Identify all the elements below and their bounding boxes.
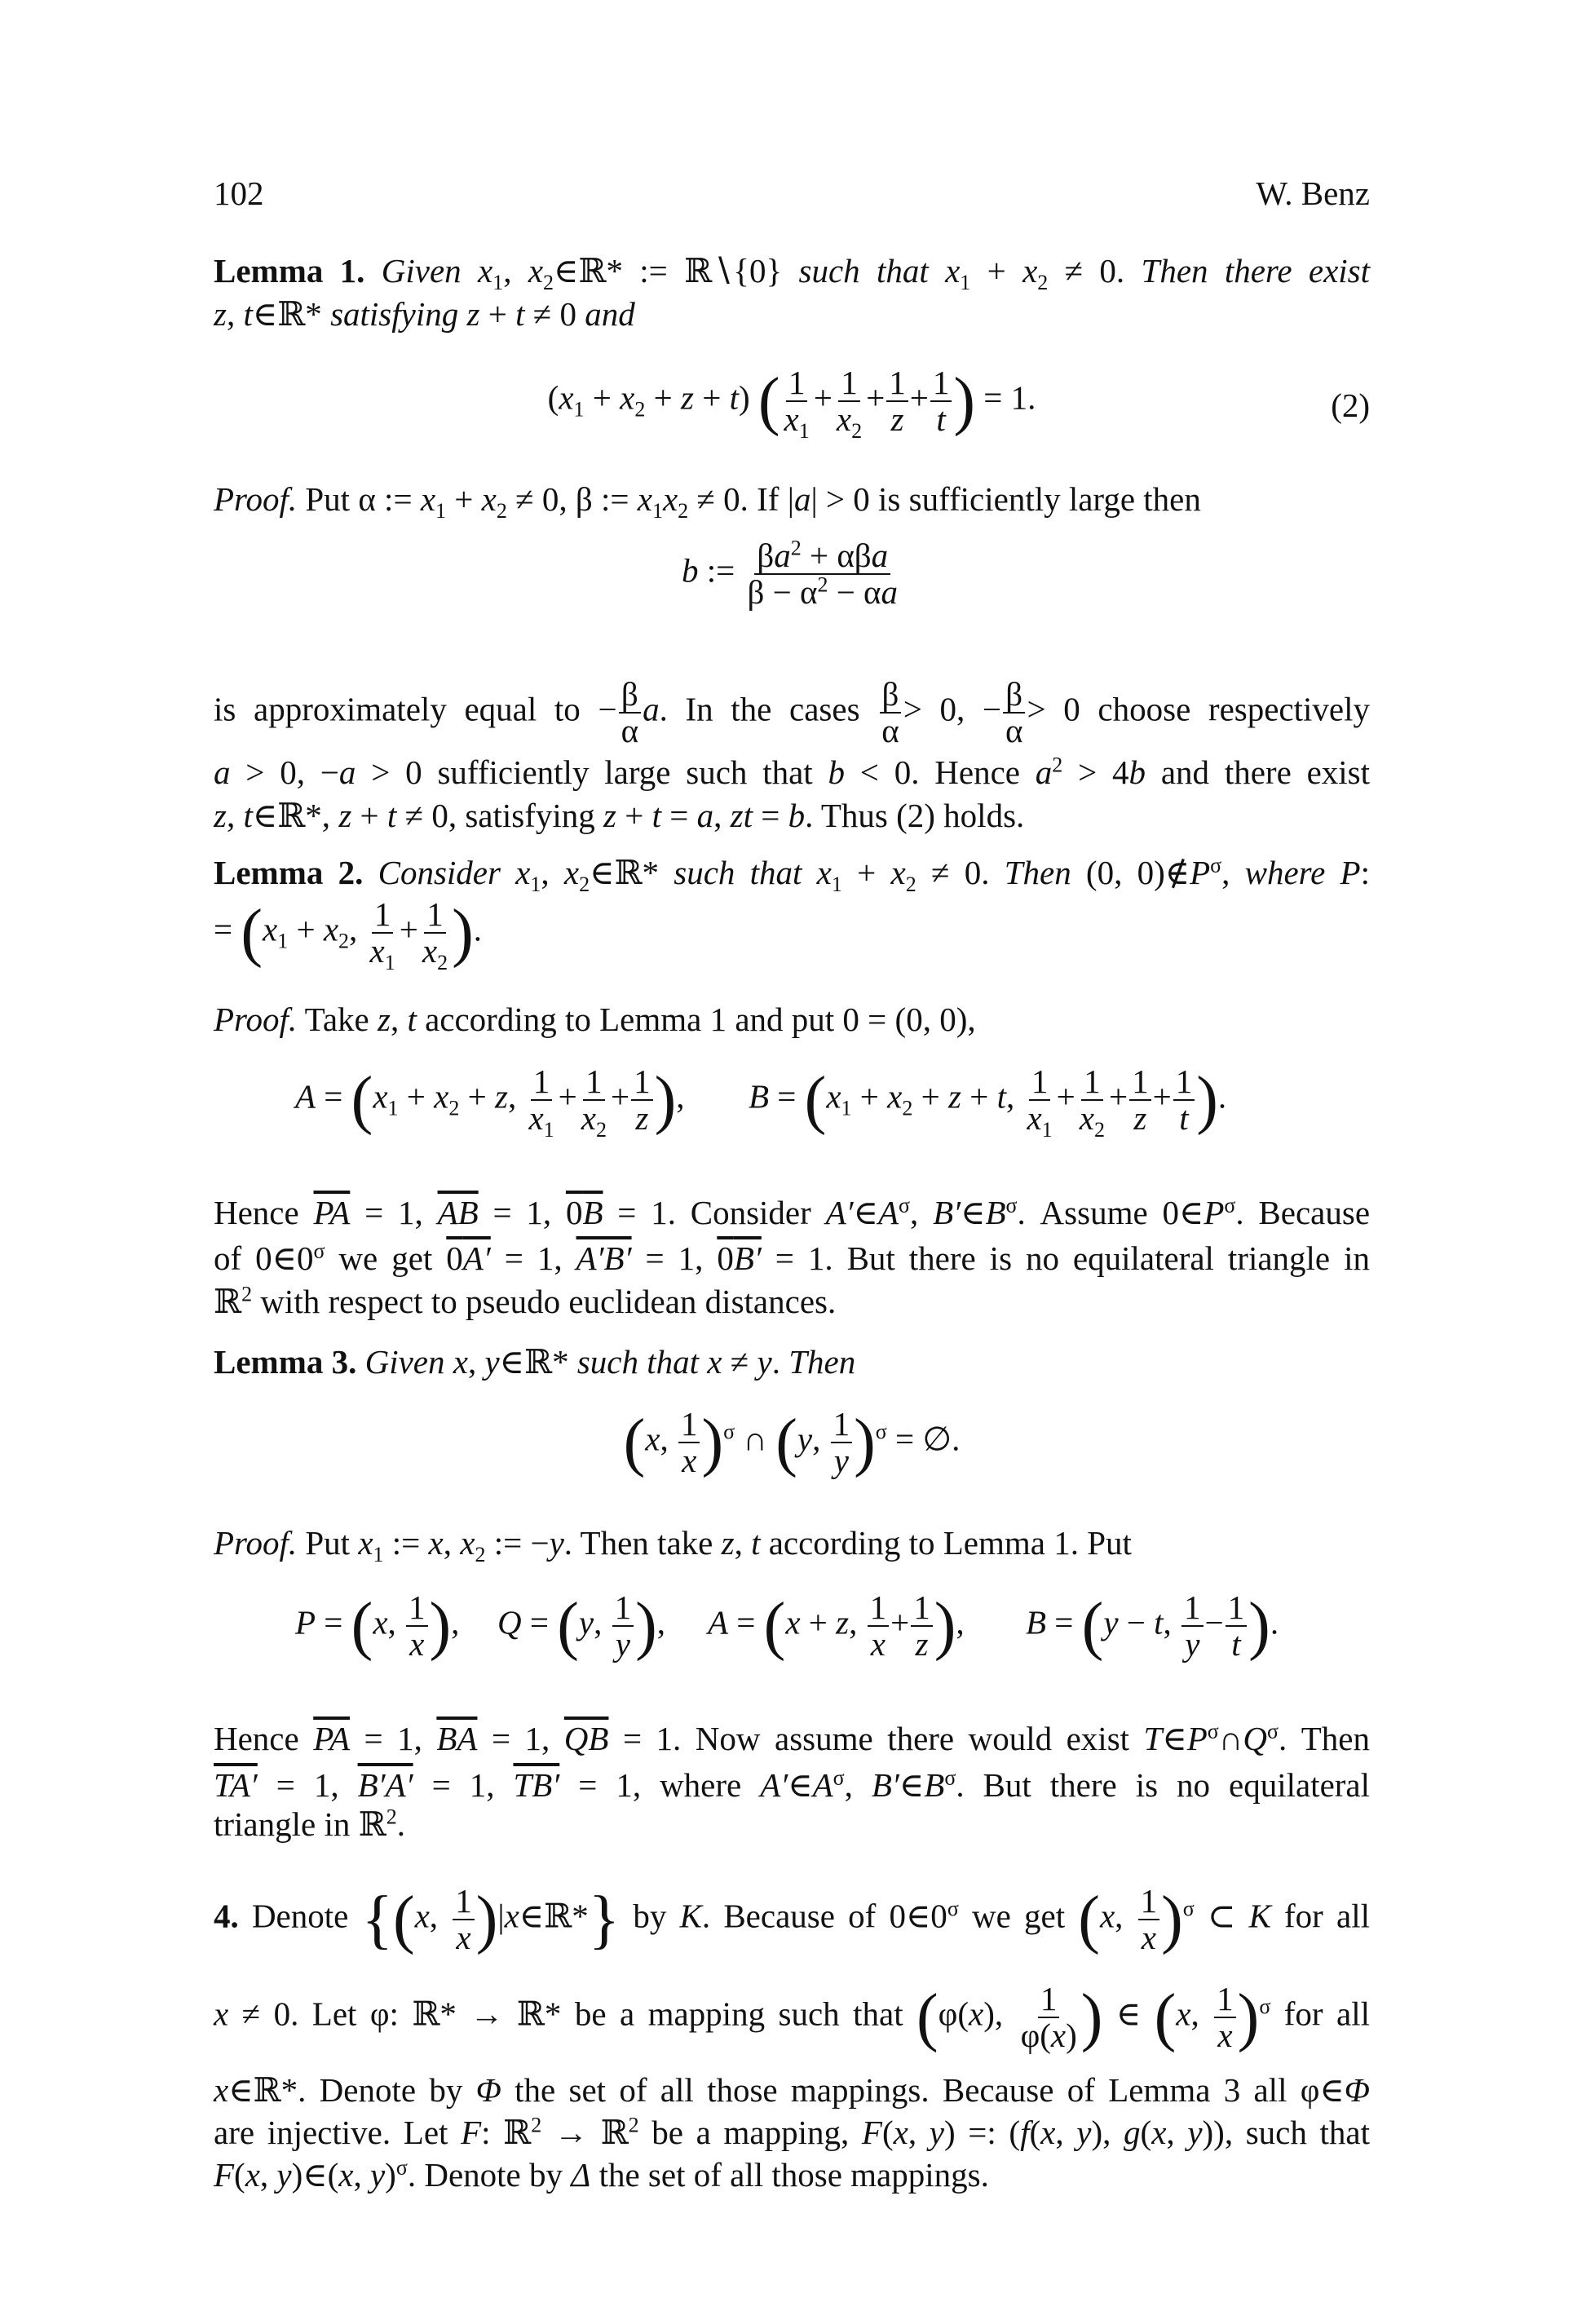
equation-B-lemma3: B = (y − t, $\frac{1}{y}$ − $\frac{1}{t}$ ). <box>1026 1588 1279 1663</box>
equation-number-2: (2) <box>1331 387 1370 424</box>
proof2-label: Proof. <box>214 1001 298 1038</box>
proof1-label: Proof. <box>214 480 298 518</box>
page-number: 102 <box>214 175 264 212</box>
section4-line2: x ≠ 0. Let φ: ℝ* → ℝ* be a mapping such that (φ(x), $\frac{1}{\varphi(x)}$ ) ∈ (x, $\frac{1}{x}$ )$^\sigma$ for all <box>214 1980 1370 2055</box>
proof3-label: Proof. <box>214 1524 298 1562</box>
lemma1-label: Lemma 1. <box>214 252 365 289</box>
section4-line5: F(x, y)∈(x, y)$^\sigma$. Denote by Δ the set of all those mappings. <box>214 2155 989 2194</box>
proof1-line1: Proof. Put α := $x_1 + x_2 \ne 0$, β := $x_1x_2 \ne 0$. If |a| > 0 is sufficiently large then <box>214 480 1201 524</box>
proof1-line2: is approximately equal to − $\frac{\beta}{\alpha}$ a. In the cases $\frac{\beta}{\alpha}$ > 0, − $\frac{\beta}{\alpha}$ > 0 choose respectively <box>214 675 1370 750</box>
lemma1-line2: z, t∈ℝ* satisfying z + t ≠ 0 and <box>214 295 635 333</box>
equation-A-lemma2: $A = (x_1 + x_2 + z$, $\frac{1}{x_1}$ + $\frac{1}{x_2}$ + $\frac{1}{z}$ ), <box>295 1063 685 1142</box>
lemma3-statement: Lemma 3. Given x, y∈ℝ* such that x ≠ y. Then <box>214 1343 856 1381</box>
lemma2-label: Lemma 2. <box>214 854 364 891</box>
section4-label: 4. <box>214 1897 239 1935</box>
proof1-line3: a > 0, −a > 0 sufficiently large such that b < 0. Hence $a^2 > 4b$ and there exist <box>214 753 1371 791</box>
lemma2-line1: Lemma 2. Consider $x_1$, $x_2\in ℝ*$ such that $x_1 + x_2 \ne 0$. Then (0, $0)\notin P^\sigma$, where P: <box>214 853 1371 897</box>
equation-B-lemma2: $B = (x_1 + x_2 + z + t$, $\frac{1}{x_1}$ + $\frac{1}{x_2}$ + $\frac{1}{z}$ + $\frac{1}{t}$ ). <box>749 1063 1227 1142</box>
equation-P: P = (x, $\frac{1}{x}$ ), <box>295 1588 460 1663</box>
equation-A-lemma3: A = (x + z, $\frac{1}{x}$ + $\frac{1}{z}$ ), <box>708 1588 965 1663</box>
section4-line1: 4. Denote {(x, $\frac{1}{x}$ )|x∈ℝ*} by K. Because of $0\in 0^\sigma$ we get (x, $\frac{1}{x}$ )$^\sigma$ ⊂ K for all <box>214 1882 1371 1957</box>
proof2-line2: Hence $\overline{PA} = 1$, $\overline{AB} = 1$, 0B = 1. Consider $A'\in A^\sigma$, $B'\in B^\sigma$. Assume $0\in P^\sigma$. Because <box>214 1193 1371 1231</box>
b-equation: b := $\frac{\beta a^2 + \alpha\beta a}{\beta - \alpha^2 - \alpha a}$ <box>681 536 899 612</box>
section4-line4: are injective. Let F: ℝ$^2$ → ℝ$^2$ be a mapping, F(x, y) =: (f(x, y), g(x, y)), such that <box>214 2113 1371 2151</box>
proof3-line3: TA′ = 1, B′A′ = 1, TB′ = 1, where $A'\in A^\sigma$, $B'\in B^\sigma$. But there is no equilateral <box>214 1765 1371 1804</box>
proof3-line4: triangle in ℝ$^2$. <box>214 1805 405 1843</box>
running-head-author: W. Benz <box>1256 175 1370 212</box>
proof3-line1: Proof. Put $x_1$ := x, $x_2$ := −y. Then take z, t according to Lemma 1. Put <box>214 1524 1132 1567</box>
proof2-line1: Proof. Take z, t according to Lemma 1 and put 0 = (0, 0), <box>214 1001 976 1038</box>
proof3-line2: Hence $\overline{PA} = 1$, $\overline{BA} = 1$, $\overline{QB} = 1$. Now assume there would exist $T\in P^\sigma\cap Q^\sigma$. Then <box>214 1719 1370 1757</box>
equation-2: $(x_1 + x_2 + z + t)$ ( $\frac{1}{x_1}$ + $\frac{1}{x_2}$ + $\frac{1}{z}$ + $\frac{1}{t}$ ) = 1. <box>547 364 1036 444</box>
lemma3-label: Lemma 3. <box>214 1343 357 1381</box>
proof1-line4: z, t∈ℝ*, z + t ≠ 0, satisfying z + t = a, zt = b. Thus (2) holds. <box>214 797 1025 834</box>
lemma3-equation: (x, $\frac{1}{x}$ )$^\sigma$ ∩ (y, $\frac{1}{y}$ )$^\sigma$ = ∅. <box>623 1405 961 1480</box>
proof2-line4: ℝ$^2$ with respect to pseudo euclidean distances. <box>214 1282 837 1320</box>
section4-line3: x∈ℝ*. Denote by Φ the set of all those mappings. Because of Lemma 3 all φ∈Φ <box>214 2071 1370 2109</box>
lemma1-line1: Lemma 1. Given $x_1$, $x_2\in ℝ*$ := ℝ∖{0} such that $x_1 + x_2 \ne 0$. Then there exist <box>214 252 1371 295</box>
proof2-line3: of $0\in 0^\sigma$ we get 0A′ = 1, A′B′ = 1, 0B′ = 1. But there is no equilateral triangle in <box>214 1239 1370 1277</box>
lemma2-line2: = ($x_1 + x_2$, $\frac{1}{x_1}$ + $\frac{1}{x_2}$ ). <box>214 895 482 975</box>
equation-Q: Q = (y, $\frac{1}{y}$ ), <box>497 1588 665 1663</box>
